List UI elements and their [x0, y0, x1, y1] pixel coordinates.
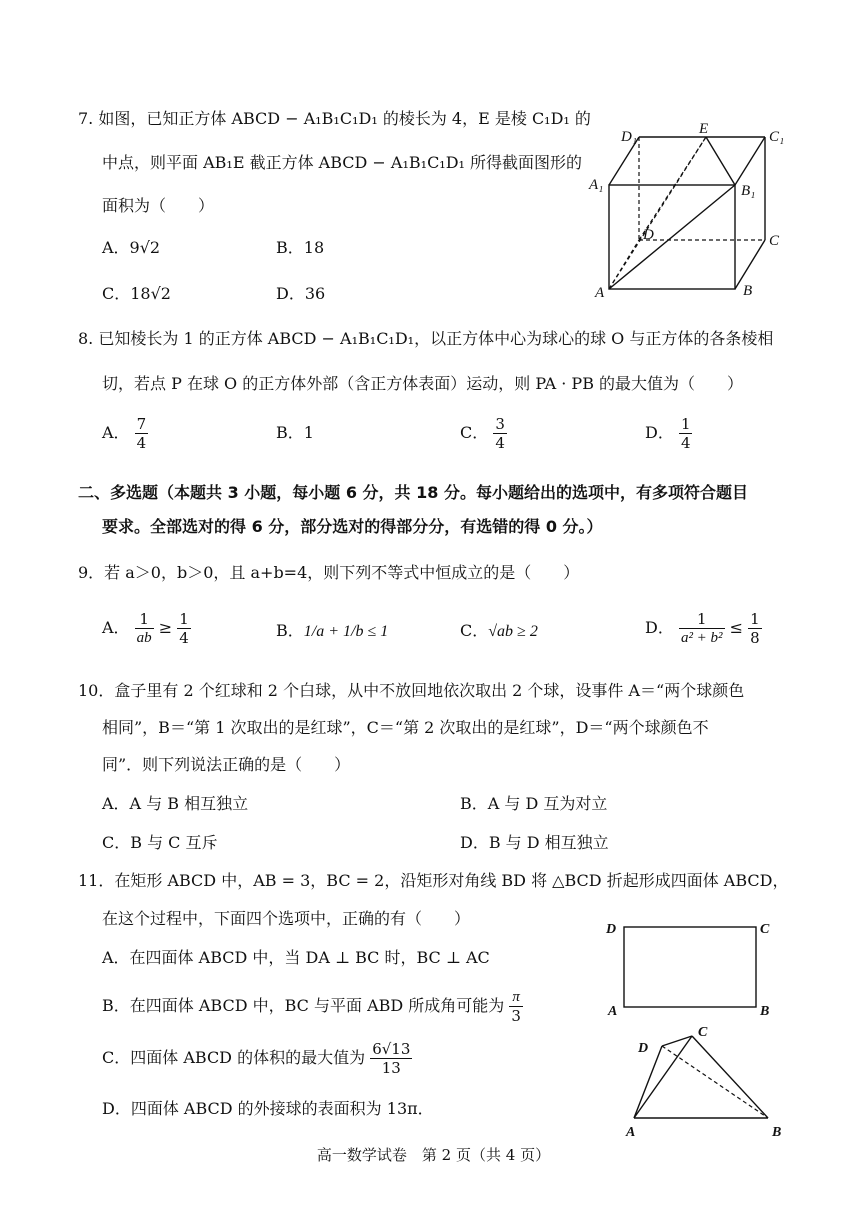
q10-option-c: C．B 与 C 互斥 — [102, 833, 218, 852]
q11-stem-line2: 在这个过程中，下面四个选项中，正确的有（ ） — [102, 909, 471, 928]
section2-heading-line1: 二、多选题（本题共 3 小题，每小题 6 分，共 18 分。每小题给出的选项中，有多项符合题目 — [78, 483, 748, 502]
rect-label-a: A — [608, 1004, 618, 1019]
q10-stem-line1: 10．盒子里有 2 个红球和 2 个白球，从中不放回地依次取出 2 个球，设事件 A＝“两个球颜色 — [78, 681, 745, 700]
tet-label-c: C — [698, 1025, 708, 1040]
q9-option-b: B．1/a + 1/b ≤ 1 — [276, 621, 389, 640]
fig7-label-a: A — [595, 285, 605, 301]
q7-stem-line1: 7. 如图，已知正方体 ABCD − A₁B₁C₁D₁ 的棱长为 4，E 是棱 C₁D₁ 的 — [78, 109, 591, 128]
q7-option-b: B．18 — [276, 238, 325, 257]
q11-option-a: A．在四面体 ABCD 中，当 DA ⊥ BC 时，BC ⊥ AC — [102, 948, 490, 967]
q10-stem-line2: 相同”，B＝“第 1 次取出的是红球”，C＝“第 2 次取出的是红球”，D＝“两个球颜色不 — [102, 718, 709, 737]
q9-option-d: D． $\frac{1}{\text{a² + b²}}$ ≤ $\frac{1}{8}$ — [645, 610, 760, 647]
q8-option-d: D． $\frac{1}{4}$ — [645, 415, 691, 452]
fig7-label-c1: C₁ — [769, 129, 785, 145]
q8-stem-line2: 切，若点 P 在球 O 的正方体外部（含正方体表面）运动，则 PA · PB 的最大值为（ ） — [102, 374, 744, 393]
q7-stem-line3: 面积为（ ） — [102, 196, 215, 215]
q8-option-b: B．1 — [276, 423, 314, 442]
q10-option-d: D．B 与 D 相互独立 — [460, 833, 609, 852]
q11-rectangle-figure — [600, 915, 790, 1020]
q7-cube-figure — [585, 115, 805, 305]
q7-option-c: C．18√2 — [102, 284, 171, 303]
fig7-label-d1: D₁ — [621, 129, 638, 145]
q7-option-a: A．9√2 — [102, 238, 161, 257]
fig7-label-d: D — [643, 227, 654, 243]
q9-stem: 9．若 a＞0，b＞0，且 a+b=4，则下列不等式中恒成立的是（ ） — [78, 563, 580, 582]
q10-option-b: B．A 与 D 互为对立 — [460, 794, 608, 813]
tet-label-a: A — [626, 1125, 636, 1140]
q8-option-c: C． $\frac{3}{4}$ — [460, 415, 505, 452]
rect-label-d: D — [606, 922, 617, 937]
q11-stem-line1: 11．在矩形 ABCD 中，AB = 3，BC = 2，沿矩形对角线 BD 将 △BCD 折起形成四面体 ABCD， — [78, 871, 789, 890]
q11-tetrahedron-figure — [620, 1022, 800, 1142]
q10-option-a: A．A 与 B 相互独立 — [102, 794, 249, 813]
tet-label-d: D — [638, 1041, 649, 1056]
fig7-label-b: B — [743, 283, 753, 299]
fig7-label-b1: B₁ — [741, 183, 756, 199]
q11-option-c: C．四面体 ABCD 的体积的最大值为 $\frac{6√13}{13}$ — [102, 1040, 411, 1077]
q11-option-d: D．四面体 ABCD 的外接球的表面积为 13π． — [102, 1099, 434, 1118]
q8-stem-line1: 8. 已知棱长为 1 的正方体 ABCD − A₁B₁C₁D₁，以正方体中心为球心的球 O 与正方体的各条棱相 — [78, 329, 774, 348]
q7-option-d: D．36 — [276, 284, 326, 303]
fig7-label-e: E — [699, 121, 709, 137]
page-footer: 高一数学试卷 第 2 页（共 4 页） — [316, 1146, 551, 1164]
rect-label-c: C — [760, 922, 770, 937]
section2-heading-line2: 要求。全部选对的得 6 分，部分选对的得部分分，有选错的得 0 分。） — [102, 517, 603, 536]
q9-option-c: C．√ab ≥ 2 — [460, 621, 538, 640]
rect-label-b: B — [760, 1004, 770, 1019]
q8-option-a: A． $\frac{7}{4}$ — [102, 415, 147, 452]
q9-option-a: A． $\frac{1}{ab}$ ≥ $\frac{1}{4}$ — [102, 610, 189, 647]
q11-option-b: B．在四面体 ABCD 中，BC 与平面 ABD 所成角可能为 $\frac{\pi}{3}$ — [102, 989, 521, 1025]
fig7-label-c: C — [769, 233, 780, 249]
tet-label-b: B — [772, 1125, 782, 1140]
q7-stem-line2: 中点，则平面 AB₁E 截正方体 ABCD − A₁B₁C₁D₁ 所得截面图形的 — [102, 153, 583, 172]
q10-stem-line3: 同”．则下列说法正确的是（ ） — [102, 755, 351, 774]
fig7-label-a1: A₁ — [589, 177, 604, 193]
